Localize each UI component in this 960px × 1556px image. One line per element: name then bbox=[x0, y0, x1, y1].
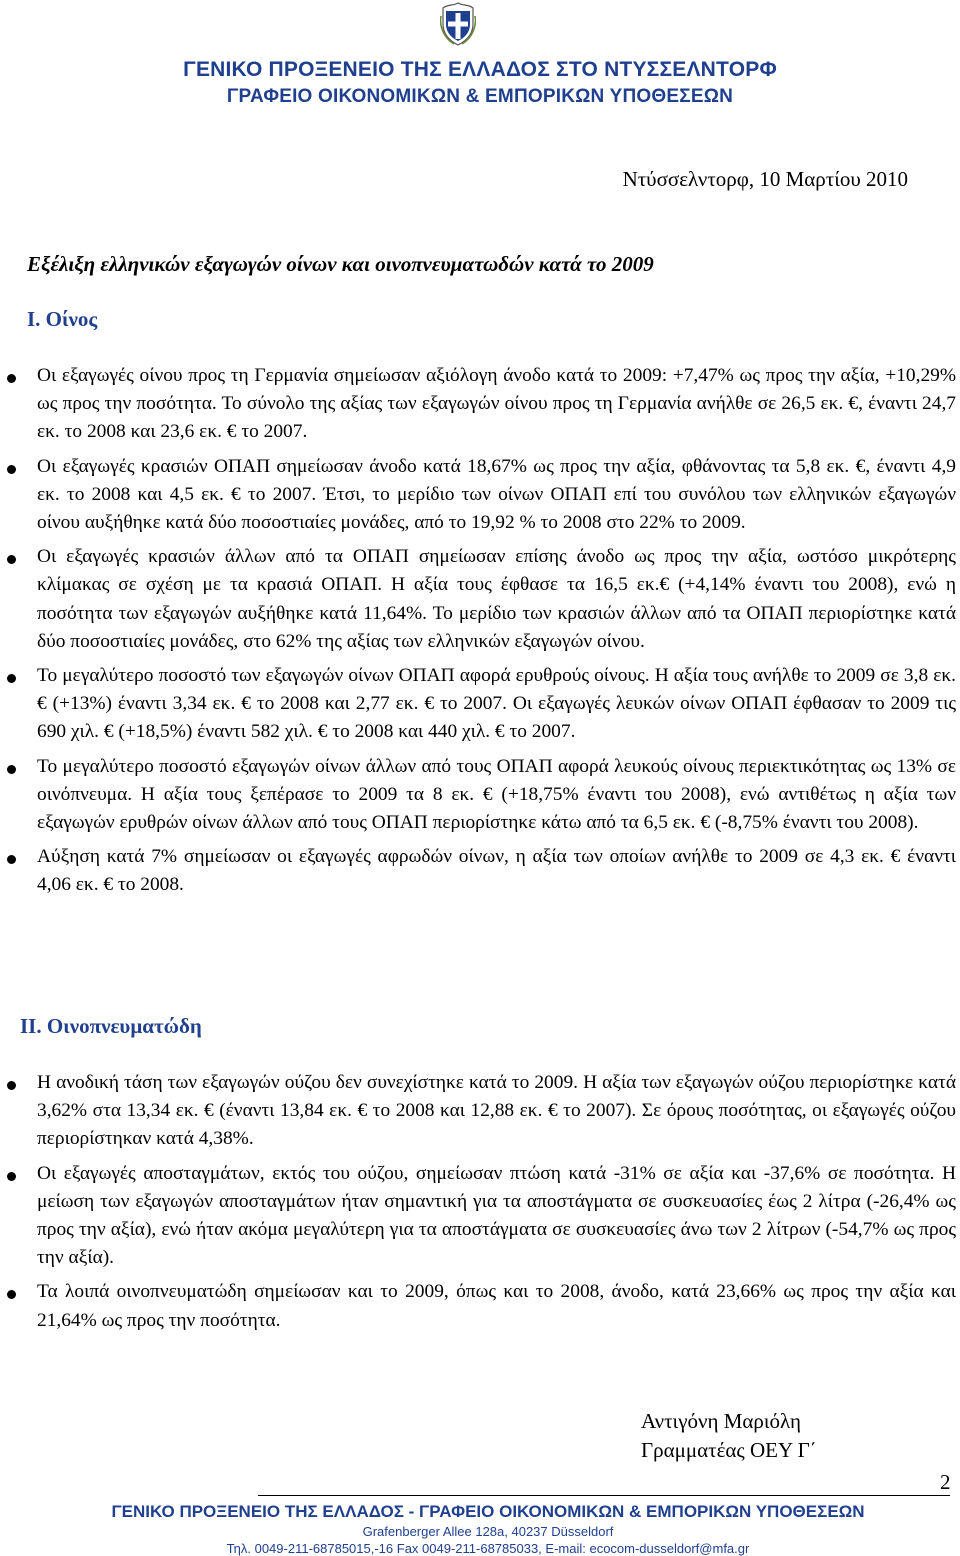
header-office-name: ΓΡΑΦΕΙΟ ΟΙΚΟΝΟΜΙΚΩΝ & ΕΜΠΟΡΙΚΩΝ ΥΠΟΘΕΣΕΩΝ bbox=[226, 86, 734, 107]
wine-bullet-list bbox=[37, 362, 956, 906]
list-item-text: Οι εξαγωγές αποσταγμάτων, εκτός του ούζου, σημείωσαν πτώση κατά -31% σε αξία και -37,6% σε ποσότητα. Η μείωση των εξαγωγών αποσταγμάτων ήταν σημαντική για τα αποστάγματα σε συσκευασίες έως 2 λίτρα (-26,4% ως προς την αξία), ενώ ήταν ακόμα μεγαλύτερη για τα αποστάγματα σε συσκευασίες άνω των 2 λίτρων (-54,7% ως προς την αξία). bbox=[37, 1162, 956, 1269]
document-date: Ντύσσελντορφ, 10 Μαρτίου 2010 bbox=[622, 167, 908, 191]
section-heading-wine: Ι. Οίνος bbox=[27, 307, 98, 331]
signatory-role: Γραμματέας ΟΕΥ Γ΄ bbox=[641, 1438, 817, 1462]
bullet-icon bbox=[7, 555, 16, 564]
greek-state-emblem-icon bbox=[440, 2, 476, 46]
header-consulate-name: ΓΕΝΙΚΟ ΠΡΟΞΕΝΕΙΟ ΤΗΣ ΕΛΛΑΔΟΣ ΣΤΟ ΝΤΥΣΣΕΛΝΤΟΡΦ bbox=[183, 58, 777, 81]
list-item bbox=[37, 1069, 956, 1154]
footer-divider bbox=[258, 1495, 950, 1496]
bullet-icon bbox=[7, 1081, 16, 1090]
list-item bbox=[37, 843, 956, 899]
bullet-icon bbox=[7, 674, 16, 683]
document-title: Εξέλιξη ελληνικών εξαγωγών οίνων και οινοπνευματωδών κατά το 2009 bbox=[27, 252, 654, 276]
list-item-text: Τα λοιπά οινοπνευματώδη σημείωσαν και το 2009, όπως και το 2008, άνοδο, κατά 23,66% ως προς την αξία και 21,64% ως προς την ποσότητα. bbox=[37, 1281, 956, 1331]
section-heading-spirits: ΙΙ. Οινοπνευματώδη bbox=[20, 1014, 202, 1038]
bullet-icon bbox=[7, 374, 16, 383]
bullet-icon bbox=[7, 855, 16, 864]
list-item bbox=[37, 362, 956, 447]
list-item-text: Η ανοδική τάση των εξαγωγών ούζου δεν συνεχίστηκε κατά το 2009. Η αξία των εξαγωγών ούζου περιορίστηκε κατά 3,62% στα 13,34 εκ. € (έναντι 13,84 εκ. € το 2008 και 12,88 εκ. € το 2007). Σε όρους ποσότητας, οι εξαγωγές ούζου περιορίστηκαν κατά 4,38%. bbox=[37, 1072, 956, 1150]
list-item-text: Το μεγαλύτερο ποσοστό των εξαγωγών οίνων ΟΠΑΠ αφορά ερυθρούς οίνους. Η αξία τους ανήλθε το 2009 σε 3,8 εκ. € (+13%) έναντι 3,34 εκ. € το 2008 και 2,77 εκ. € το 2007. Οι εξαγωγές λευκών οίνων ΟΠΑΠ έφθασαν το 2009 τις 690 χιλ. € (+18,5%) έναντι 582 χιλ. € το 2008 και 440 χιλ. € το 2007. bbox=[37, 665, 956, 743]
bullet-icon bbox=[7, 765, 16, 774]
bullet-icon bbox=[7, 1172, 16, 1181]
list-item bbox=[37, 543, 956, 656]
footer-address: Grafenberger Allee 128a, 40237 Düsseldorf bbox=[362, 1524, 614, 1539]
page-number: 2 bbox=[940, 1470, 951, 1494]
list-item-text: Οι εξαγωγές κρασιών άλλων από τα ΟΠΑΠ σημείωσαν επίσης άνοδο ως προς την αξία, ωστόσο μικρότερης κλίμακας σε σχέση με τα κρασιά ΟΠΑΠ. Η αξία τους έφθασε τα 16,5 εκ.€ (+4,14% έναντι του 2008), ενώ η ποσότητα των εξαγωγών αυξήθηκε κατά 11,64%. Το μερίδιο των κρασιών άλλων από τα ΟΠΑΠ περιορίστηκε κατά δύο ποσοστιαίες μονάδες, στο 62% της αξίας των ελληνικών εξαγωγών οίνου. bbox=[37, 546, 956, 652]
list-item-text: Οι εξαγωγές κρασιών ΟΠΑΠ σημείωσαν άνοδο κατά 18,67% ως προς την αξία, φθάνοντας τα 5,8 εκ. €, έναντι 4,9 εκ. το 2008 και 4,5 εκ. € το 2007. Έτσι, το μερίδιο των οίνων ΟΠΑΠ επί του συνόλου των ελληνικών εξαγωγών οίνου αυξήθηκε κατά δύο ποσοστιαίες μονάδες, από το 19,92 % το 2008 στο 22% το 2009. bbox=[37, 455, 956, 534]
list-item bbox=[37, 662, 956, 747]
footer-office-name: ΓΕΝΙΚΟ ΠΡΟΞΕΝΕΙΟ ΤΗΣ ΕΛΛΑΔΟΣ - ΓΡΑΦΕΙΟ ΟΙΚΟΝΟΜΙΚΩΝ & ΕΜΠΟΡΙΚΩΝ ΥΠΟΘΕΣΕΩΝ bbox=[111, 1502, 865, 1521]
list-item bbox=[37, 753, 956, 838]
list-item bbox=[37, 453, 956, 538]
spirits-bullet-list bbox=[37, 1069, 956, 1341]
list-item-text: Οι εξαγωγές οίνου προς τη Γερμανία σημείωσαν αξιόλογη άνοδο κατά το 2009: +7,47% ως προς την αξία, +10,29% ως προς την ποσότητα. Το σύνολο της αξίας των εξαγωγών οίνου προς τη Γερμανία ανήλθε σε 26,5 εκ. €, έναντι 24,7 εκ. το 2008 και 23,6 εκ. € το 2007. bbox=[37, 365, 956, 443]
list-item-text: Αύξηση κατά 7% σημείωσαν οι εξαγωγές αφρωδών οίνων, η αξία των οποίων ανήλθε το 2009 σε 4,3 εκ. € έναντι 4,06 εκ. € το 2008. bbox=[37, 846, 956, 896]
list-item bbox=[37, 1278, 956, 1334]
bullet-icon bbox=[7, 1290, 16, 1299]
signatory-name: Αντιγόνη Μαριόλη bbox=[641, 1409, 801, 1433]
bullet-icon bbox=[7, 465, 16, 474]
list-item bbox=[37, 1160, 956, 1273]
footer-contact: Τηλ. 0049-211-68785015,-16 Fax 0049-211-68785033, E-mail: ecocom-dusseldorf@mfa.gr bbox=[226, 1541, 750, 1556]
list-item-text: Το μεγαλύτερο ποσοστό εξαγωγών οίνων άλλων από τους ΟΠΑΠ αφορά λευκούς οίνους περιεκτικότητας ως 13% σε οινόπνευμα. Η αξία τους ξεπέρασε το 2009 τα 8 εκ. € (+18,75% έναντι του 2008), ενώ αντιθέτως η αξία των εξαγωγών ερυθρών οίνων άλλων από τους ΟΠΑΠ περιορίστηκε κάτω από τα 6,5 εκ. € (-8,75% έναντι του 2008). bbox=[37, 755, 956, 834]
